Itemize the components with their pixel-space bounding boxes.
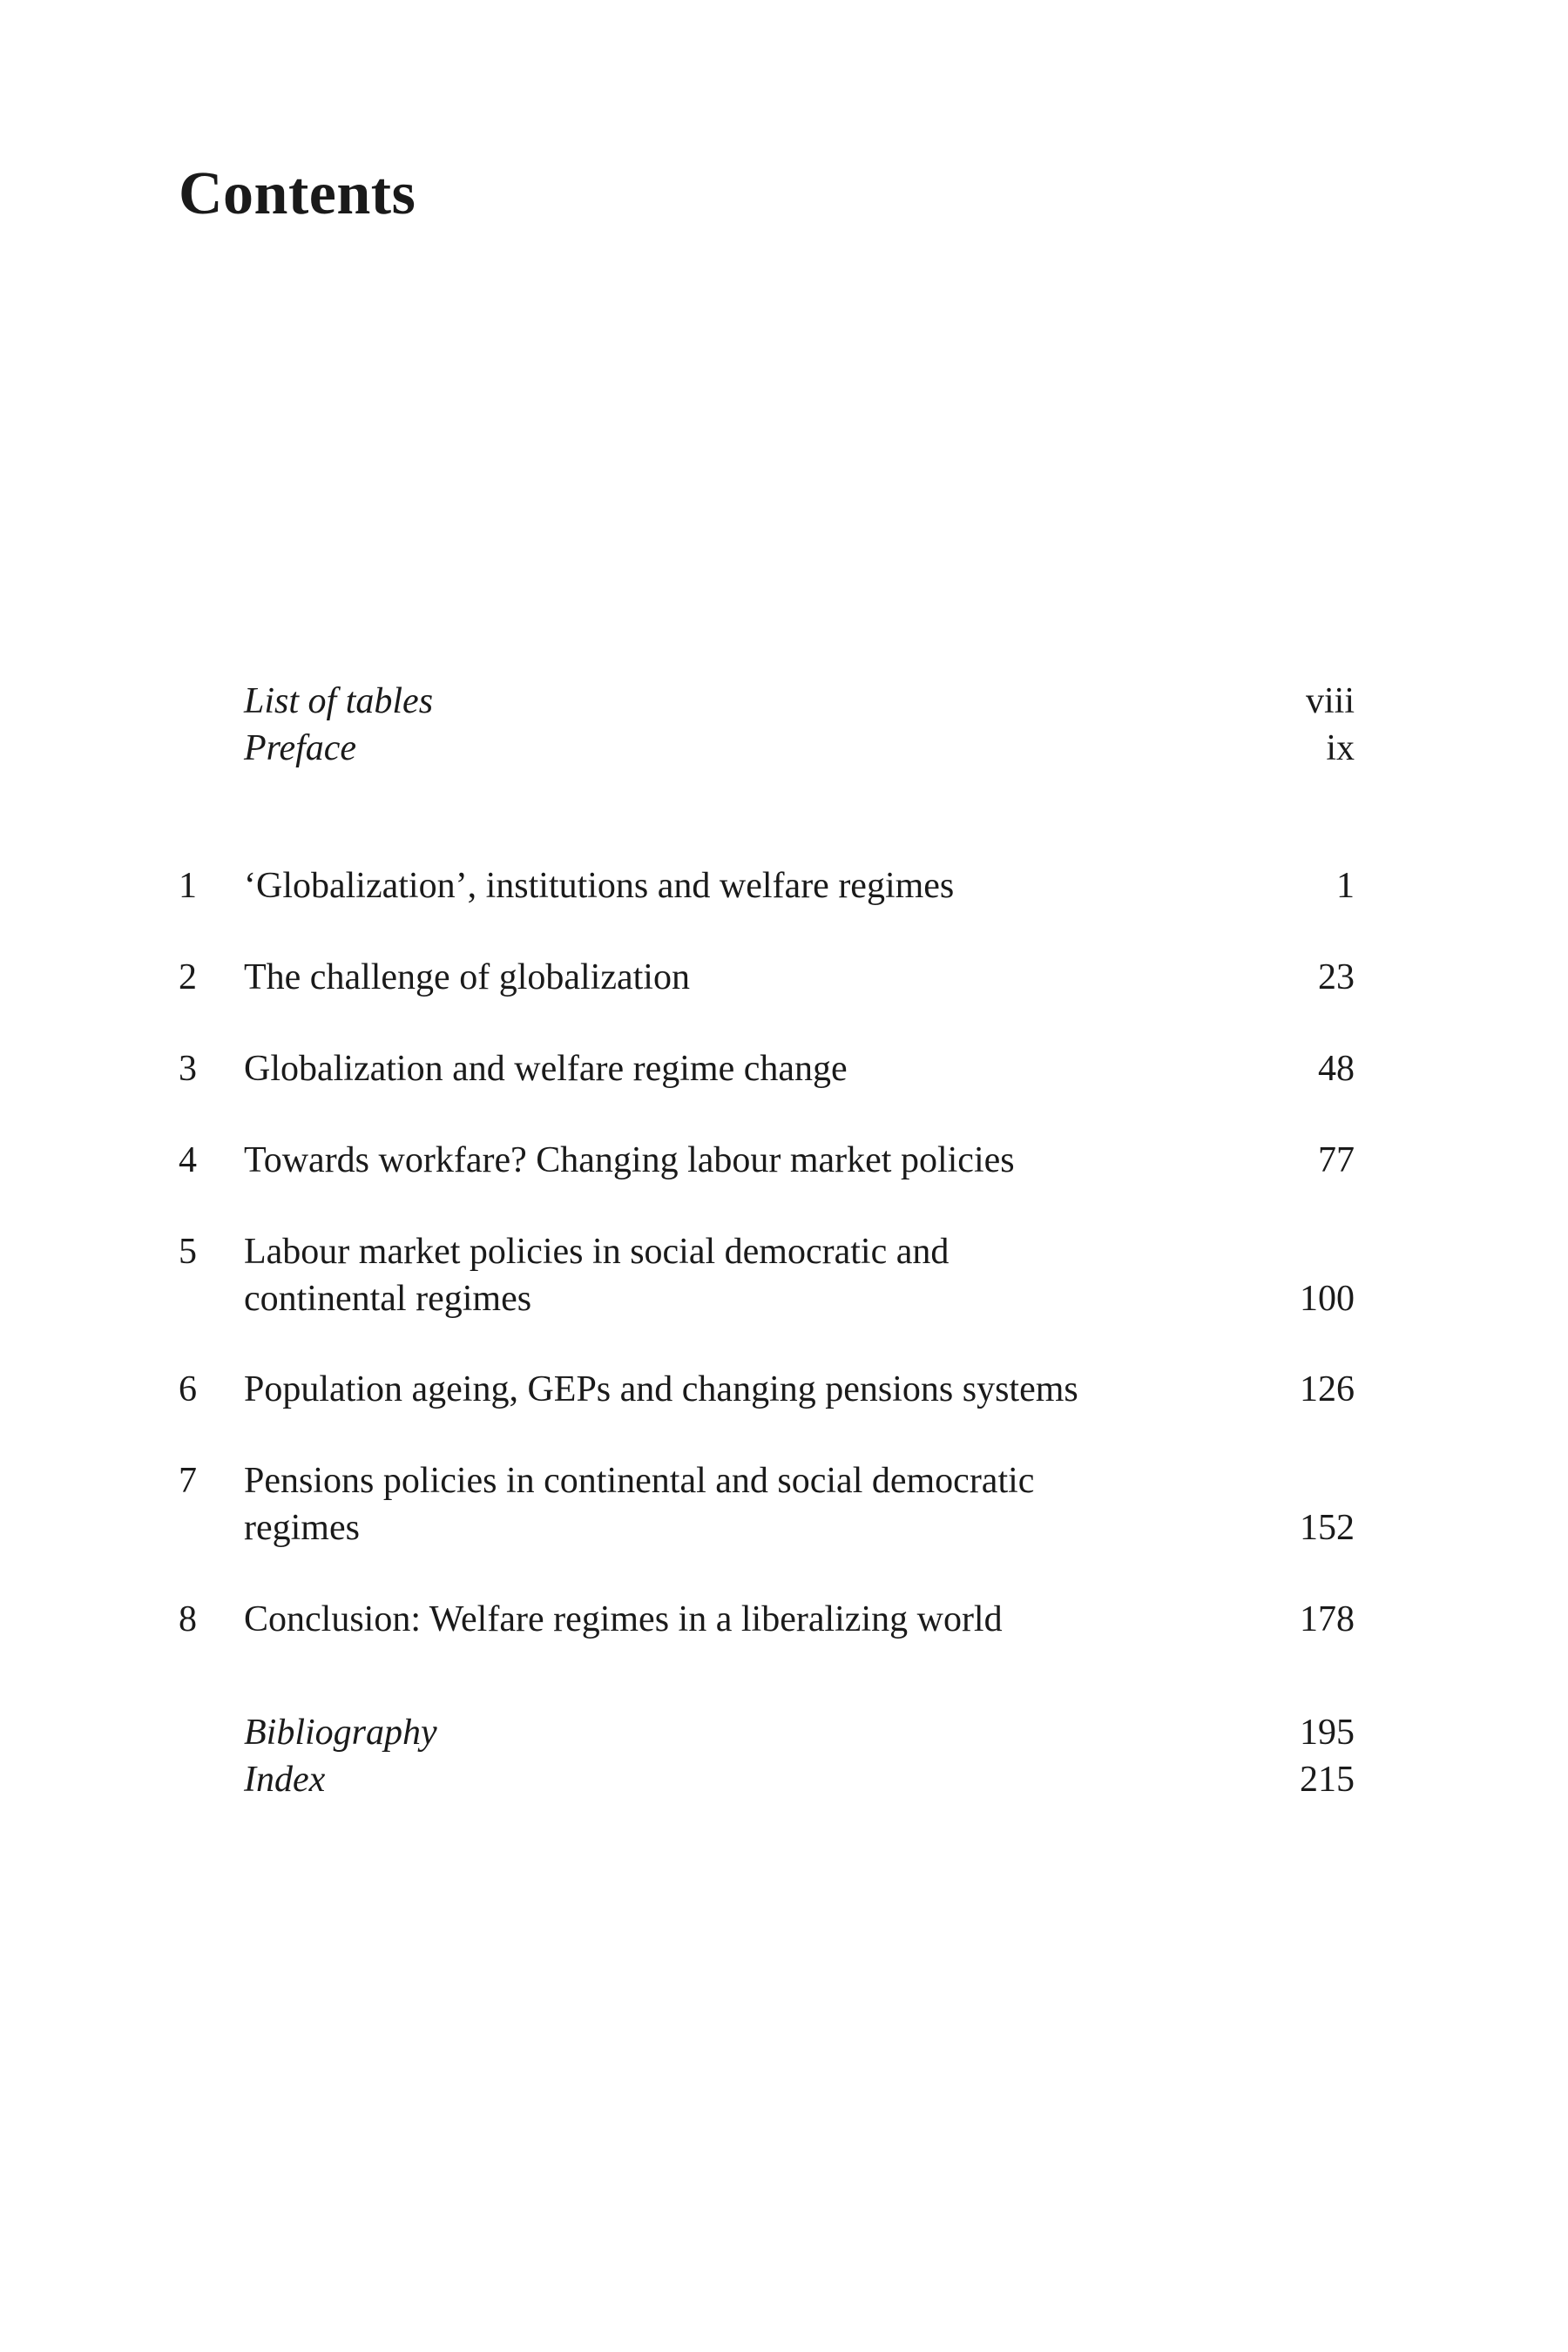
page-title: Contents — [179, 160, 416, 227]
chapter-number: 5 — [179, 1232, 197, 1272]
toc-entry-page: 215 — [1300, 1760, 1355, 1800]
chapter-page: 48 — [1318, 1049, 1355, 1089]
chapter-title-line-1: Pensions policies in continental and social democratic — [244, 1461, 1035, 1501]
chapter-number: 6 — [179, 1369, 197, 1409]
chapter-number: 1 — [179, 866, 197, 906]
chapter-page: 77 — [1318, 1140, 1355, 1180]
chapter-page: 178 — [1300, 1599, 1355, 1639]
chapter-page: 152 — [1300, 1508, 1355, 1548]
chapter-number: 4 — [179, 1140, 197, 1180]
chapter-title: Conclusion: Welfare regimes in a liberalizing world — [244, 1599, 1003, 1639]
chapter-title-line-1: Labour market policies in social democratic and — [244, 1232, 950, 1272]
toc-entry-title: List of tables — [244, 681, 434, 721]
chapter-page: 1 — [1336, 866, 1355, 906]
toc-entry-title: Preface — [244, 728, 357, 768]
chapter-title-line-2: regimes — [244, 1508, 360, 1548]
chapter-title: The challenge of globalization — [244, 957, 690, 997]
toc-entry-page: viii — [1305, 681, 1355, 721]
chapter-page: 100 — [1300, 1279, 1355, 1319]
toc-entry-page: ix — [1326, 728, 1355, 768]
chapter-title: Globalization and welfare regime change — [244, 1049, 848, 1089]
chapter-title-line-2: continental regimes — [244, 1279, 532, 1319]
toc-entry-page: 195 — [1300, 1713, 1355, 1753]
toc-entry-title: Bibliography — [244, 1713, 437, 1753]
chapter-page: 23 — [1318, 957, 1355, 997]
chapter-title: Towards workfare? Changing labour market policies — [244, 1140, 1015, 1180]
chapter-title: Population ageing, GEPs and changing pensions systems — [244, 1369, 1078, 1409]
chapter-page: 126 — [1300, 1369, 1355, 1409]
chapter-title: ‘Globalization’, institutions and welfare regimes — [244, 866, 955, 906]
chapter-number: 2 — [179, 957, 197, 997]
chapter-number: 8 — [179, 1599, 197, 1639]
chapter-number: 3 — [179, 1049, 197, 1089]
toc-entry-title: Index — [244, 1760, 326, 1800]
chapter-number: 7 — [179, 1461, 197, 1501]
